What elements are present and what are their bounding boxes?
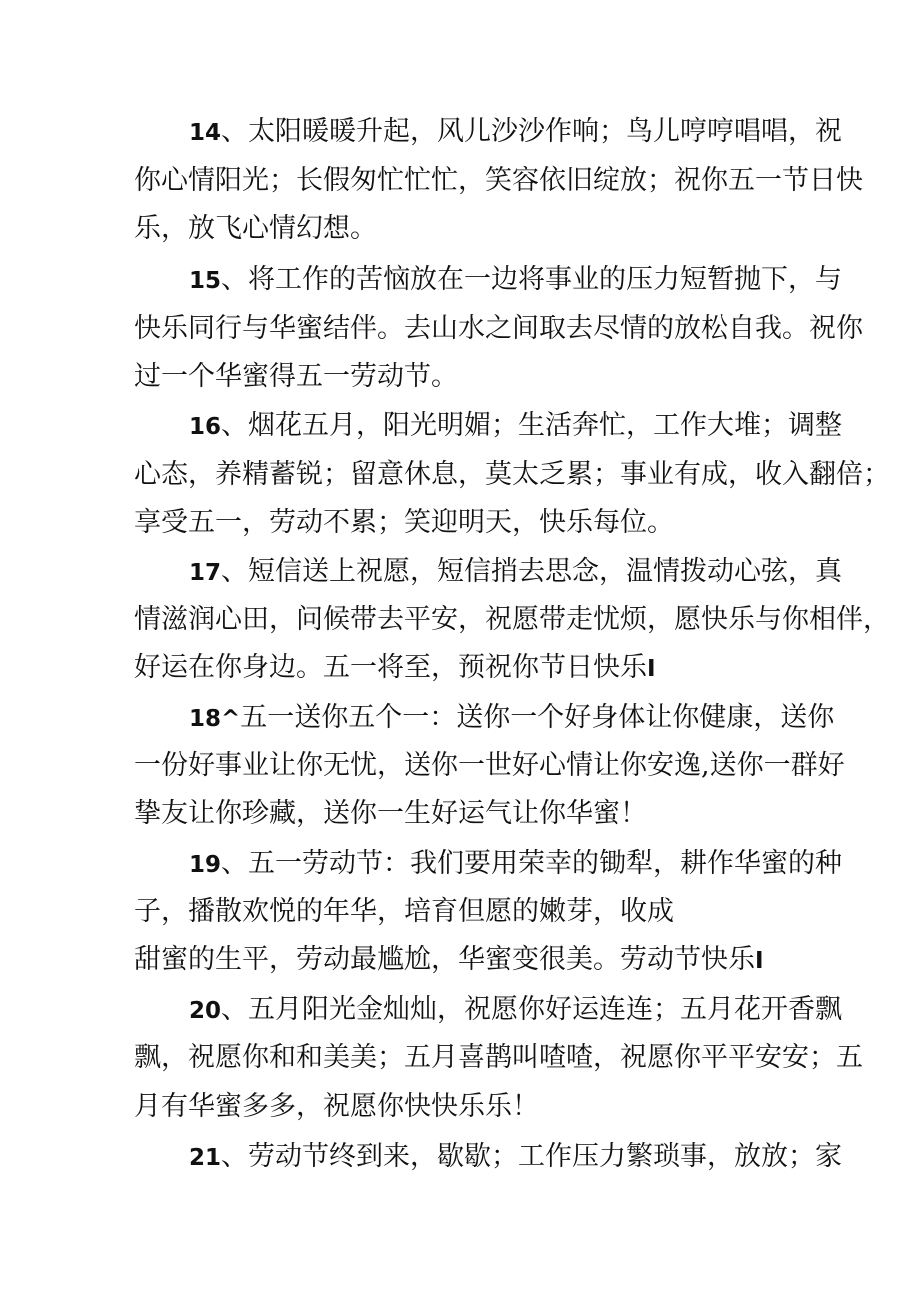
- paragraph-17-line-1: 17、短信送上祝愿，短信捎去思念，温情拨动心弦，真: [189, 556, 843, 587]
- paragraph-16-line-3: 享受五一，劳动不累；笑迎明天，快乐每位。: [134, 507, 674, 538]
- paragraph-19-line-1: 19、五一劳动节：我们要用荣幸的锄犁，耕作华蜜的种: [189, 848, 843, 879]
- paragraph-tail-mark: I: [755, 948, 764, 974]
- paragraph-15-line-2: 快乐同行与华蜜结伴。去山水之间取去尽情的放松自我。祝你: [134, 313, 863, 344]
- paragraph-14-line-2: 你心情阳光；长假匆忙忙忙，笑容依旧绽放；祝你五一节日快: [134, 165, 863, 196]
- paragraph-number: 21: [189, 1145, 222, 1171]
- paragraph-19-line-3: 甜蜜的生平，劳动最尴尬，华蜜变很美。劳动节快乐I: [134, 944, 764, 975]
- paragraph-15-line-1: 15、将工作的苦恼放在一边将事业的压力短暂抛下，与: [189, 264, 843, 295]
- paragraph-20-line-2: 飘，祝愿你和和美美；五月喜鹊叫喳喳，祝愿你平平安安；五: [134, 1042, 863, 1073]
- paragraph-number: 20: [189, 998, 222, 1024]
- paragraph-tail-mark: I: [647, 656, 656, 682]
- paragraph-18-line-3: 挚友让你珍藏，送你一生好运气让你华蜜！: [134, 798, 647, 829]
- paragraph-16-line-2: 心态，养精蓄锐；留意休息，莫太乏累；事业有成，收入翻倍；: [134, 459, 890, 490]
- paragraph-20-line-3: 月有华蜜多多，祝愿你快快乐乐！: [134, 1091, 539, 1122]
- paragraph-19-line-2: 子，播散欢悦的年华，培育但愿的嫩芽，收成: [134, 896, 674, 927]
- paragraph-16-line-1: 16、烟花五月，阳光明媚；生活奔忙，工作大堆；调整: [189, 410, 843, 441]
- paragraph-number: 16: [189, 414, 222, 440]
- paragraph-number: 19: [189, 852, 222, 878]
- paragraph-number: 18^: [189, 706, 241, 732]
- paragraph-14-line-1: 14、太阳暖暖升起，风儿沙沙作响；鸟儿哼哼唱唱，祝: [189, 116, 843, 147]
- paragraph-number: 15: [189, 268, 222, 294]
- paragraph-number: 14: [189, 120, 222, 146]
- paragraph-20-line-1: 20、五月阳光金灿灿，祝愿你好运连连；五月花开香飘: [189, 994, 843, 1025]
- paragraph-number: 17: [189, 560, 222, 586]
- paragraph-14-line-3: 乐，放飞心情幻想。: [134, 213, 377, 244]
- paragraph-17-line-3: 好运在你身边。五一将至，预祝你节日快乐I: [134, 652, 656, 683]
- paragraph-17-line-2: 情滋润心田，问候带去平安，祝愿带走忧烦，愿快乐与你相伴，: [134, 604, 890, 635]
- paragraph-18-line-2: 一份好事业让你无忧，送你一世好心情让你安逸,送你一群好: [134, 750, 845, 781]
- paragraph-15-line-3: 过一个华蜜得五一劳动节。: [134, 361, 458, 392]
- paragraph-21-line-1: 21、劳动节终到来，歇歇；工作压力繁琐事，放放；家: [189, 1141, 843, 1172]
- paragraph-18-line-1: 18^五一送你五个一：送你一个好身体让你健康，送你: [189, 702, 835, 733]
